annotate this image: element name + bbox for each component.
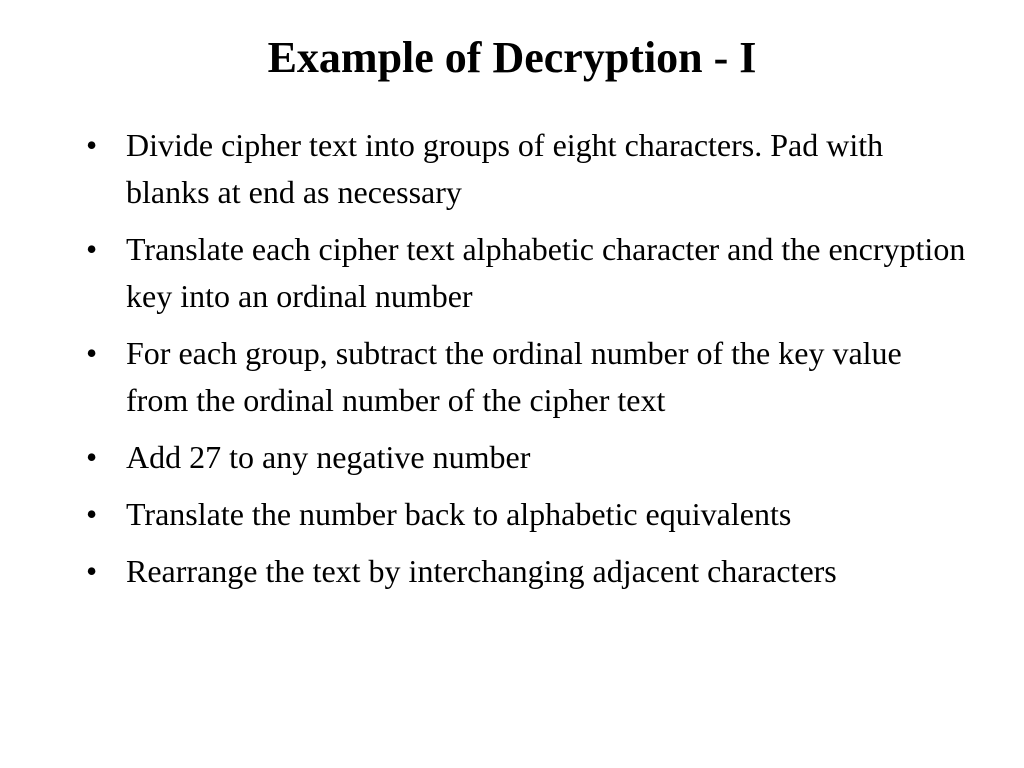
bullet-dot-icon: • [86,231,98,267]
bullet-item [86,434,966,481]
bullet-dot-icon: • [86,127,98,163]
bullet-text: Translate the number back to alphabetic equivalents [126,496,792,532]
bullet-dot-icon: • [86,553,98,589]
bullet-list [86,122,966,605]
bullet-text: Rearrange the text by interchanging adjacent characters [126,553,837,589]
bullet-text: Divide cipher text into groups of eight characters. Pad with blanks at end as necessary [126,127,884,210]
bullet-text: Translate each cipher text alphabetic character and the encryption key into an ordinal number [126,231,966,314]
bullet-item [86,491,966,538]
bullet-text: For each group, subtract the ordinal number of the key value from the ordinal number of the cipher text [126,335,902,418]
bullet-item [86,330,966,424]
slide-title: Example of Decryption - I [267,33,757,82]
bullet-item [86,226,966,320]
bullet-item [86,122,966,216]
bullet-dot-icon: • [86,335,98,371]
bullet-dot-icon: • [86,496,98,532]
bullet-item [86,548,966,595]
bullet-text: Add 27 to any negative number [126,439,531,475]
bullet-dot-icon: • [86,439,98,475]
